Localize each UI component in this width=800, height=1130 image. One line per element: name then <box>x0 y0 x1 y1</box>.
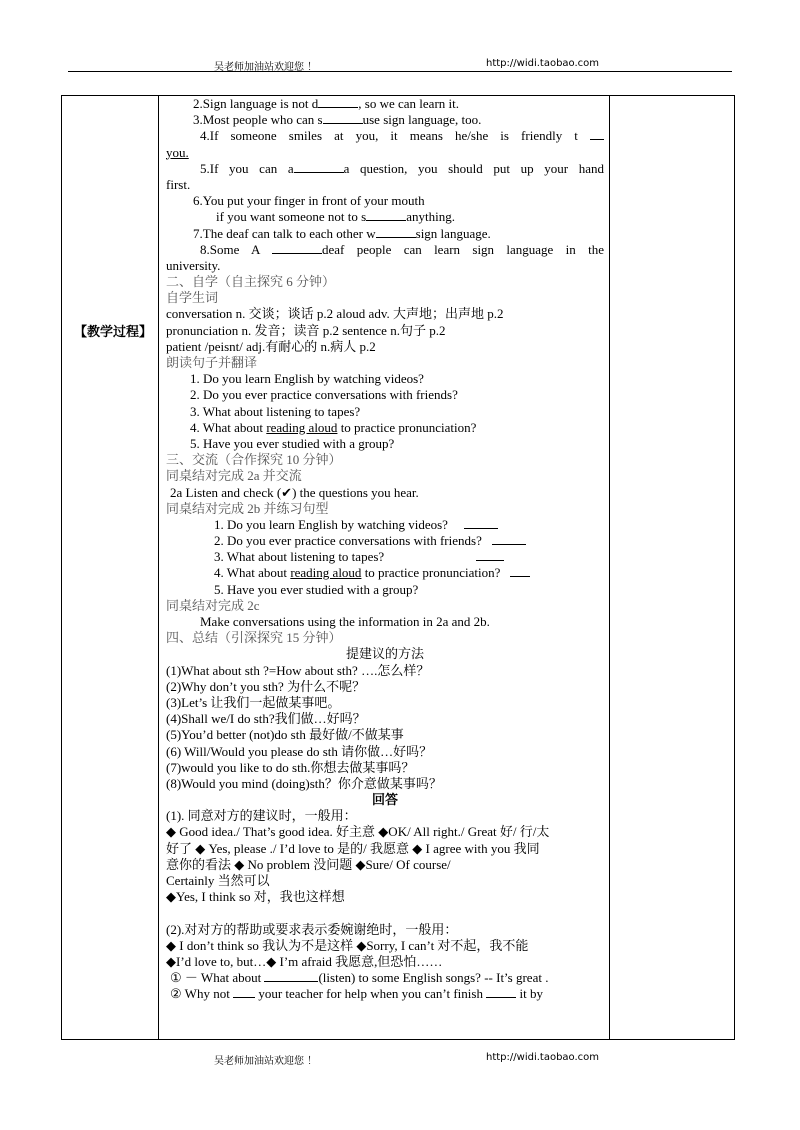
vocab-line: pronunciation n. 发音；读音 p.2 sentence n.句子 p.2 <box>166 322 446 338</box>
answer-line: ◆ I don’t think so 我认为不是这样 ◆Sorry, I can’t 对不起，我不能 <box>166 937 529 953</box>
column-divider <box>609 96 610 1039</box>
read-sentence: 4. What about reading aloud to practice pronunciation? <box>190 419 477 435</box>
answer-line: ◆Yes, I think so 对，我也这样想 <box>166 889 345 905</box>
suggestion-pattern: (1)What about sth ?=How about sth? ….怎么样？ <box>166 662 430 678</box>
section-3-title: 三、交流（合作探究 10 分钟） <box>166 452 342 468</box>
header-left-text: 吴老师加油站欢迎您 ！ <box>214 62 318 73</box>
exercise-line: ② Why not your teacher for help when you can’t finish it by <box>170 986 543 1002</box>
suggestion-pattern: (6) Will/Would you please do sth 请你做…好吗？ <box>166 743 433 759</box>
task-2a-title: 同桌结对完成 2a 并交流 <box>166 468 302 484</box>
header-rule <box>68 71 732 72</box>
task-2a-instruction: 2a Listen and check (✔) the questions you hear. <box>170 484 419 500</box>
answer-line: ◆ Good idea./ That’s good idea. 好主意 ◆OK/ All right./ Great 好/ 行/太 <box>166 824 550 840</box>
task-2c-title: 同桌结对完成 2c <box>166 597 260 613</box>
answer-line: 好了 ◆ Yes, please ./ I’d love to 是的/ 我愿意 ◆ I agree with you 我同 <box>166 840 540 856</box>
check-question: 2. Do you ever practice conversations with friends? <box>166 533 604 549</box>
answer-heading: (1). 同意对方的建议时，一般用： <box>166 808 357 824</box>
exercise-line: ① － What about (listen) to some English songs? -- It’s great . <box>170 970 549 986</box>
section-4-title: 四、总结（引深探究 15 分钟） <box>166 630 342 646</box>
footer-url: http://widi.taobao.com <box>486 1052 600 1063</box>
check-question: 1. Do you learn English by watching videos? <box>166 517 604 533</box>
suggestion-pattern: (3)Let’s 让我们一起做某事吧。 <box>166 694 341 710</box>
fill-item-8-cont: university. <box>166 257 221 273</box>
suggestion-pattern: (4)Shall we/I do sth?我们做…好吗？ <box>166 711 366 727</box>
section-2-title: 二、自学（自主探究 6 分钟） <box>166 274 336 290</box>
footer-left-text: 吴老师加油站欢迎您 ！ <box>214 1056 318 1067</box>
task-2b-title: 同桌结对完成 2b 并练习句型 <box>166 500 329 516</box>
read-sentence: 1. Do you learn English by watching videos? <box>190 371 424 387</box>
fill-item-6: 6.You put your finger in front of your mouth <box>193 193 425 209</box>
suggestion-pattern: (8)Would you mind (doing)sth？你介意做某事吗？ <box>166 775 442 791</box>
lesson-content <box>166 96 604 1003</box>
answer-line: Certainly 当然可以 <box>166 873 270 888</box>
read-sentence: 5. Have you ever studied with a group? <box>190 435 395 451</box>
check-question: 5. Have you ever studied with a group? <box>214 581 419 597</box>
check-question: 4. What about reading aloud to practice pronunciation? <box>166 565 604 581</box>
vocab-line: patient /peisnt/ adj.有耐心的 n.病人 p.2 <box>166 338 376 354</box>
vocab-title: 自学生词 <box>166 290 219 306</box>
subheading-suggestions: 提建议的方法 <box>345 646 424 662</box>
fill-item-4: 4.If someone smiles at you, it means he/she is friendly t <box>166 128 604 144</box>
suggestion-pattern: (2)Why don’t you sth? 为什么不呢？ <box>166 678 366 694</box>
task-2c-instruction: Make conversations using the information in 2a and 2b. <box>200 614 490 629</box>
read-title: 朗读句子并翻译 <box>166 355 258 370</box>
read-sentence: 3. What about listening to tapes? <box>190 403 361 419</box>
fill-item-8: 8.Some A deaf people can learn sign language in the <box>200 241 604 257</box>
answer-heading: (2).对对方的帮助或要求表示委婉谢绝时，一般用： <box>166 921 458 937</box>
suggestion-pattern: (5)You’d better (not)do sth 最好做/不做某事 <box>166 727 404 743</box>
section-label: 【教学过程】 <box>73 325 152 340</box>
header-url: http://widi.taobao.com <box>486 58 600 69</box>
fill-item-5-cont: first. <box>166 176 191 192</box>
fill-item-2: 2.Sign language is not d , so we can learn it. <box>193 96 460 111</box>
fill-item-3: 3.Most people who can s use sign language, too. <box>193 112 482 128</box>
check-question: 3. What about listening to tapes? <box>166 549 604 565</box>
fill-item-4-cont: you. <box>166 144 189 160</box>
fill-item-7: 7.The deaf can talk to each other w sign language. <box>193 225 491 241</box>
page-header <box>68 56 732 72</box>
fill-item-5: 5.If you can a a question, you should put up your hand <box>200 160 604 176</box>
subheading-answers: 回答 <box>371 792 398 808</box>
answer-line: 意你的看法 ◆ No problem 没问题 ◆Sure/ Of course/ <box>166 856 451 872</box>
vocab-line: conversation n. 交谈；谈话 p.2 aloud adv. 大声地；出声地 p.2 <box>166 306 504 322</box>
fill-item-6-cont: if you want someone not to s anything. <box>216 209 455 225</box>
suggestion-pattern: (7)would you like to do sth.你想去做某事吗？ <box>166 759 415 775</box>
page-footer <box>68 1050 732 1066</box>
answer-line: ◆I’d love to, but…◆ I’m afraid 我愿意,但恐怕…… <box>166 953 443 969</box>
column-divider <box>158 96 159 1039</box>
read-sentence: 2. Do you ever practice conversations with friends? <box>190 387 458 403</box>
